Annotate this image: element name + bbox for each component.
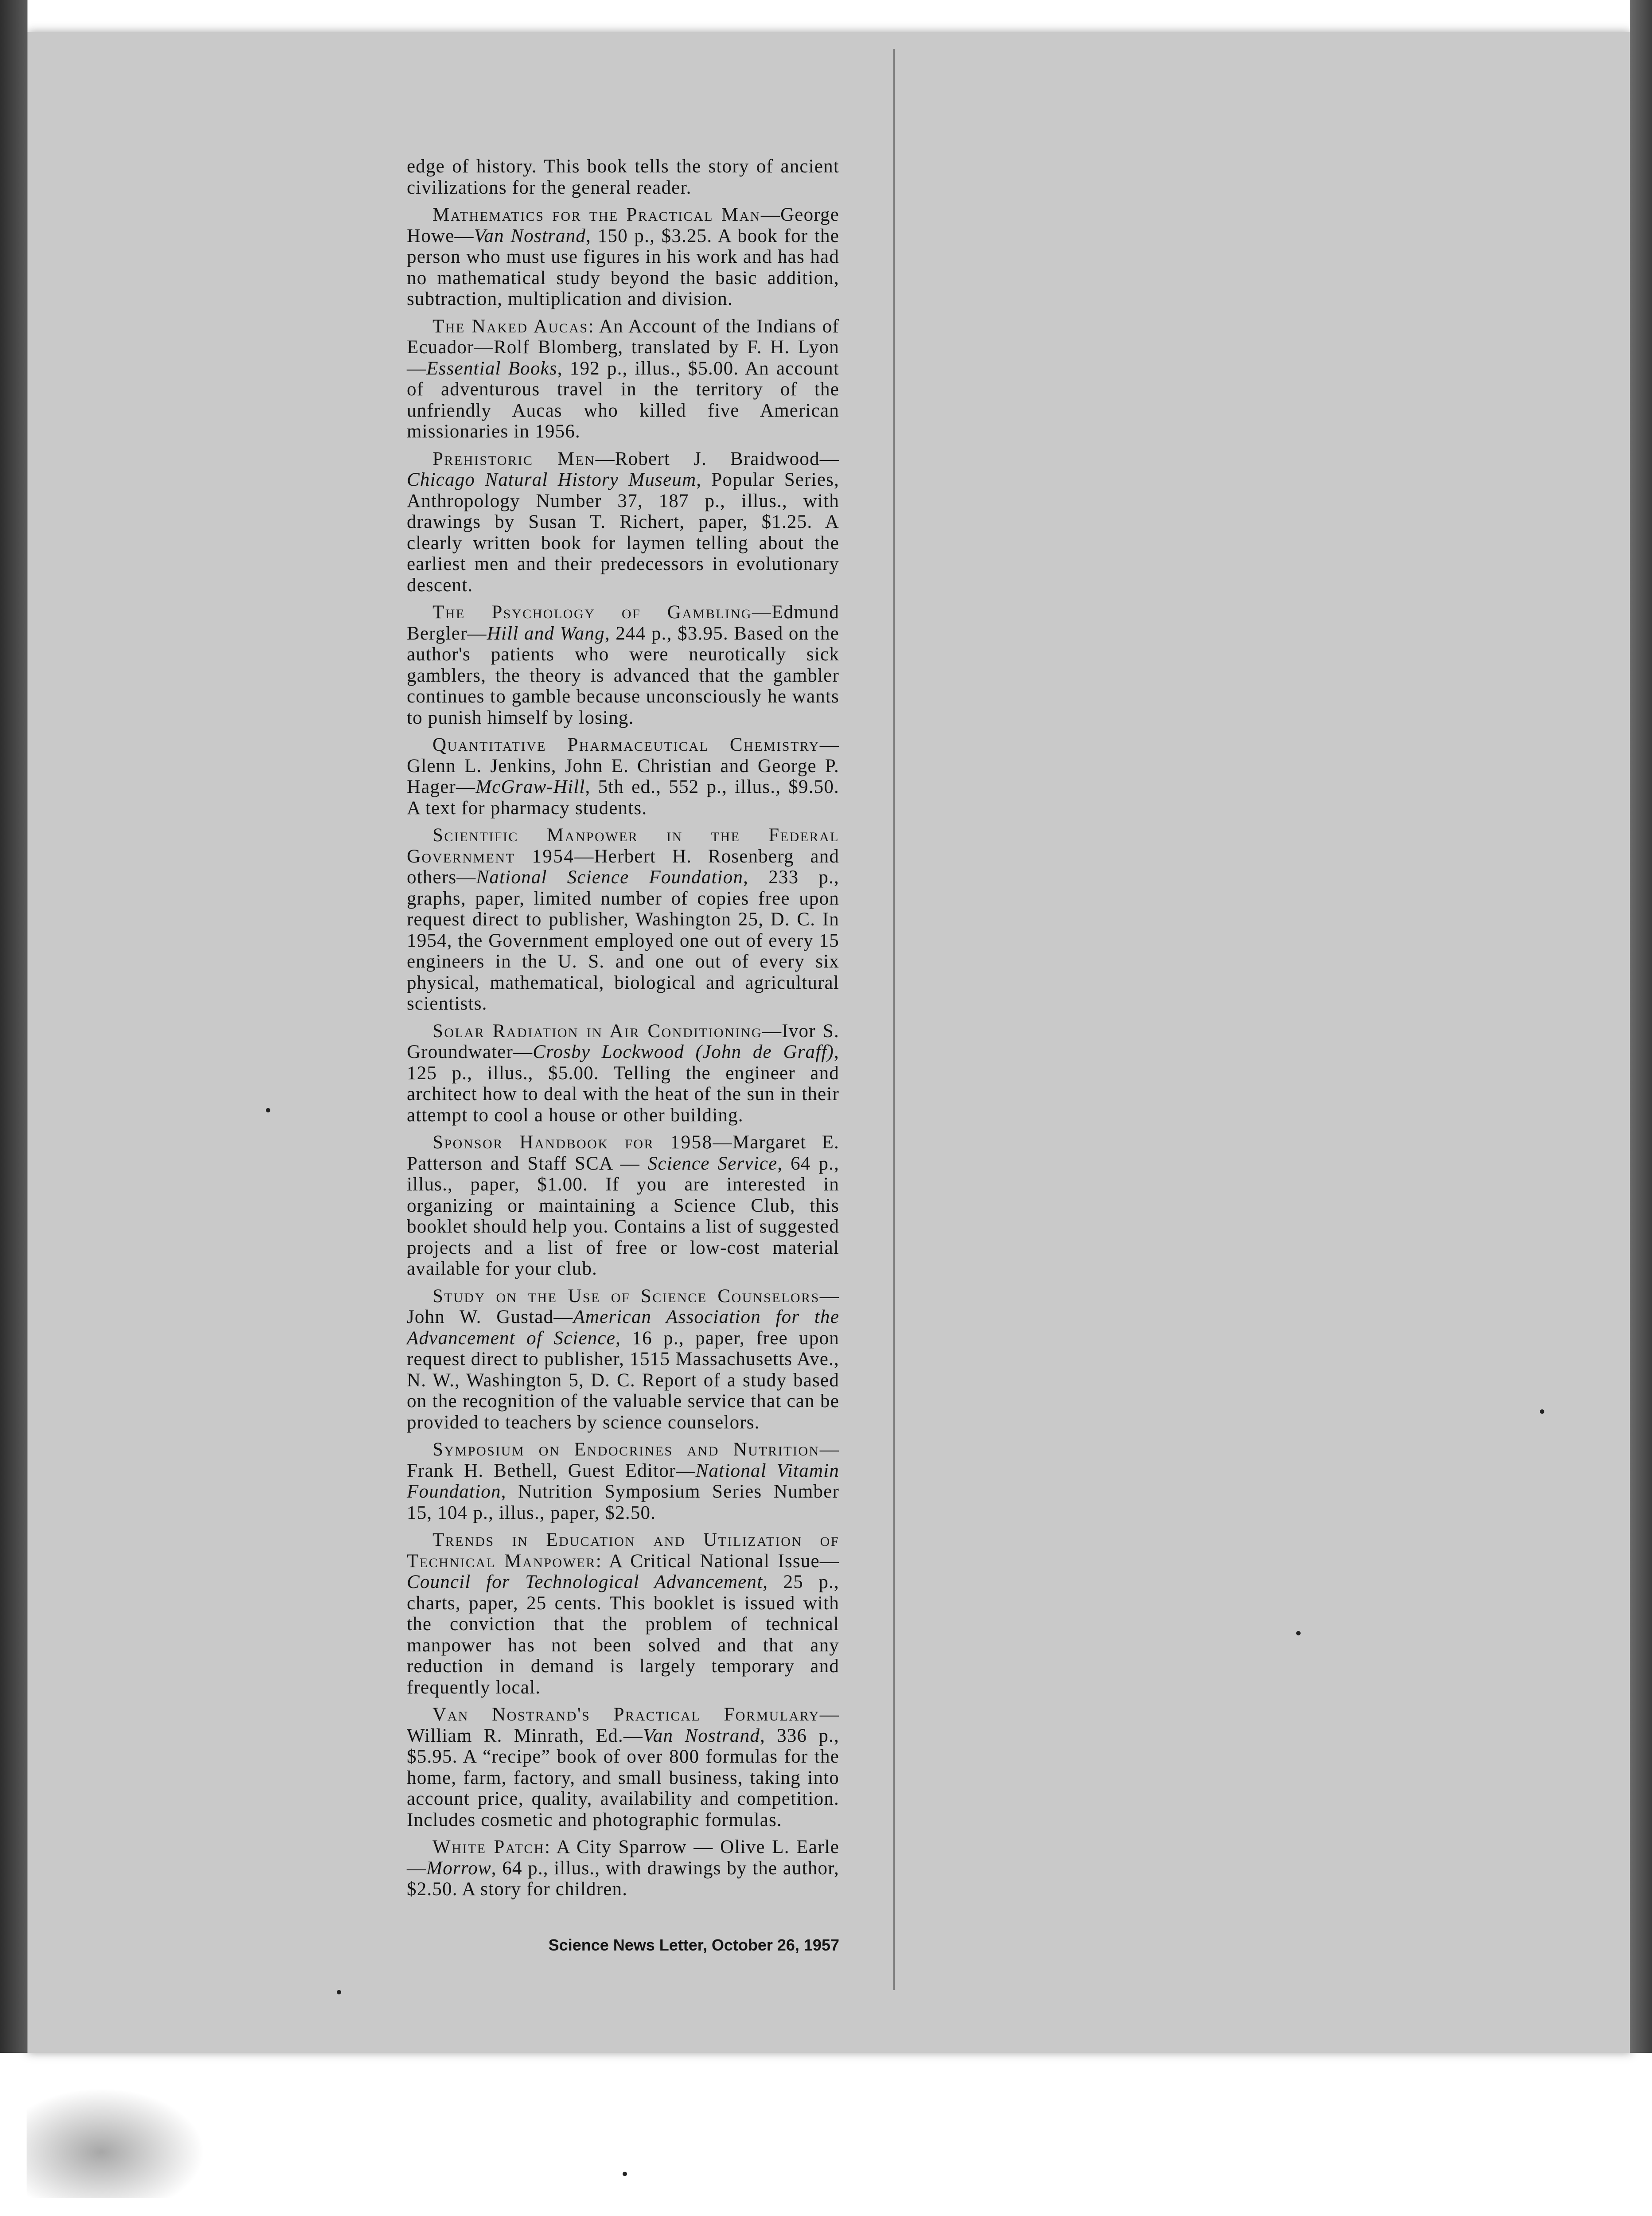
book-author: : A Critical National Issue— — [596, 1550, 839, 1572]
scan-speck — [337, 1990, 341, 1994]
book-title: Trends in Education and Utilization of Technical Manpower — [407, 1529, 839, 1572]
book-publisher: Morrow — [426, 1857, 491, 1879]
book-publisher: American Association for the Advancement of Science — [407, 1307, 839, 1349]
book-title: The Psychology of Gambling — [432, 602, 752, 623]
book-entry — [407, 316, 839, 442]
book-author: —Robert J. Braidwood— — [595, 448, 839, 469]
book-publisher: Chicago Natural History Museum — [407, 469, 697, 490]
book-author: —Ivor S. Groundwater— — [407, 1020, 839, 1062]
book-author: —Margaret E. Patterson and Staff SCA — — [407, 1132, 840, 1174]
book-author: : An Account of the Indians of Ecuador—Rolf Blomberg, translated by F. H. Lyon— — [407, 316, 839, 379]
book-author: —William R. Minrath, Ed.— — [407, 1704, 839, 1746]
book-details: , Nutrition Symposium Series Number 15, 104 p., illus., paper, $2.50. — [407, 1481, 839, 1523]
scan-speck — [1296, 1631, 1301, 1635]
book-entry — [407, 1132, 839, 1280]
scan-smudge — [27, 2083, 213, 2198]
scan-speck — [266, 1108, 270, 1112]
book-details: , 244 p., $3.95. Based on the author's patients who were neurotically sick gamblers, the theory is advanced that the gambler continues to gamble because unconsciously he wants to punish himself by losing. — [407, 623, 839, 728]
book-title: Solar Radiation in Air Conditioning — [432, 1020, 763, 1042]
book-entries — [407, 204, 839, 1900]
book-author: —George Howe— — [407, 204, 839, 246]
book-title: Sponsor Handbook for 1958 — [432, 1132, 713, 1153]
book-entry — [407, 825, 839, 1014]
book-author: —John W. Gustad— — [407, 1285, 839, 1327]
book-title: Symposium on Endocrines and Nutrition — [432, 1439, 820, 1460]
intro-continuation: edge of history. This book tells the story of ancient civilizations for the general reader. — [407, 156, 839, 198]
book-publisher: National Science Foundation — [476, 867, 744, 888]
book-details: , 192 p., illus., $5.00. An account of adventurous travel in the territory of the unfriendly Aucas who killed five American missionaries in 1956. — [407, 358, 839, 442]
book-publisher: Crosby Lockwood (John de Graff) — [533, 1042, 834, 1062]
book-entry — [407, 449, 839, 596]
scan-right-edge — [1630, 0, 1652, 2053]
book-details: , 336 p., $5.95. A “recipe” book of over 800 formulas for the home, farm, factory, and small business, taking into account price, quality, availability and competition. Includes cosmetic and photographic formulas. — [407, 1725, 839, 1830]
book-details: , 150 p., $3.25. A book for the person who must use figures in his work and has had no mathematical study beyond the basic addition, subtraction, multiplication and division. — [407, 225, 839, 309]
book-entry — [407, 1529, 839, 1698]
book-entry — [407, 1837, 839, 1900]
publication-footer: Science News Letter, October 26, 1957 — [548, 1936, 839, 1954]
book-title: Scientific Manpower in the Federal Government 1954 — [407, 825, 839, 867]
book-details: , 233 p., graphs, paper, limited number of copies free upon request direct to publisher, Washington 25, D. C. In 1954, the Government employed one out of every 15 engineers in the U. S. and one out of every six physical, mathematical, biological and agricultural scientists. — [407, 867, 839, 1014]
book-entry — [407, 1439, 839, 1523]
book-details: , 25 p., charts, paper, 25 cents. This booklet is issued with the conviction that the problem of technical manpower has not been solved and that any reduction in demand is largely temporary and frequently local. — [407, 1572, 839, 1698]
book-publisher: Hill and Wang — [487, 623, 605, 644]
book-title: Quantitative Pharmaceutical Chemistry — [432, 734, 820, 755]
book-publisher: National Vitamin Foundation — [407, 1460, 839, 1502]
book-details: , 125 p., illus., $5.00. Telling the engineer and architect how to deal with the heat of the sun in their attempt to cool a house or other building. — [407, 1042, 839, 1126]
book-publisher: Essential Books — [426, 358, 557, 379]
page-fold-line — [893, 49, 895, 1990]
book-details: , 5th ed., 552 p., illus., $9.50. A text for pharmacy students. — [407, 776, 839, 819]
book-title: White Patch — [432, 1837, 545, 1857]
book-publisher: Council for Technological Advancement — [407, 1572, 763, 1592]
scan-speck — [1540, 1409, 1544, 1414]
book-title: Study on the Use of Science Counselors — [432, 1285, 820, 1307]
book-title: Van Nostrand's Practical Formulary — [432, 1704, 820, 1725]
book-details: , 64 p., illus., with drawings by the author, $2.50. A story for children. — [407, 1857, 839, 1900]
book-title: Prehistoric Men — [432, 448, 596, 469]
scan-left-edge — [0, 0, 27, 2053]
book-author: —Frank H. Bethell, Guest Editor— — [407, 1439, 839, 1481]
book-publisher: McGraw-Hill — [475, 776, 585, 797]
book-list-column — [407, 156, 839, 1906]
book-author: : A City Sparrow — Olive L. Earle— — [407, 1837, 840, 1879]
book-details: , Popular Series, Anthropology Number 37, 187 p., illus., with drawings by Susan T. Richert, paper, $1.25. A clearly written book for laymen telling about the earliest men and their predecessors in evolutionary descent. — [407, 469, 839, 596]
book-author: —Glenn L. Jenkins, John E. Christian and George P. Hager— — [407, 734, 839, 797]
book-entry — [407, 204, 839, 310]
book-author: —Edmund Bergler— — [407, 602, 839, 644]
book-details: , 16 p., paper, free upon request direct to publisher, 1515 Massachusetts Ave., N. W., Washington 5, D. C. Report of a study based on the recognition of the valuable service that can be provided to teachers by science counselors. — [407, 1327, 839, 1433]
book-publisher: Science Service — [647, 1153, 778, 1174]
book-entry — [407, 1286, 839, 1433]
book-entry — [407, 734, 839, 819]
book-entry — [407, 602, 839, 728]
book-publisher: Van Nostrand — [643, 1725, 760, 1746]
book-details: , 64 p., illus., paper, $1.00. If you are interested in organizing or maintaining a Science Club, this booklet should help you. Contains a list of suggested projects and a list of free or low-cost material available for your club. — [407, 1153, 840, 1279]
book-title: Mathematics for the Practical Man — [432, 204, 761, 225]
book-entry — [407, 1704, 839, 1830]
book-entry — [407, 1021, 839, 1126]
book-publisher: Van Nostrand — [474, 225, 586, 246]
scan-speck — [623, 2172, 627, 2176]
book-title: The Naked Aucas — [432, 316, 588, 337]
book-author: —Herbert H. Rosenberg and others— — [407, 846, 840, 888]
